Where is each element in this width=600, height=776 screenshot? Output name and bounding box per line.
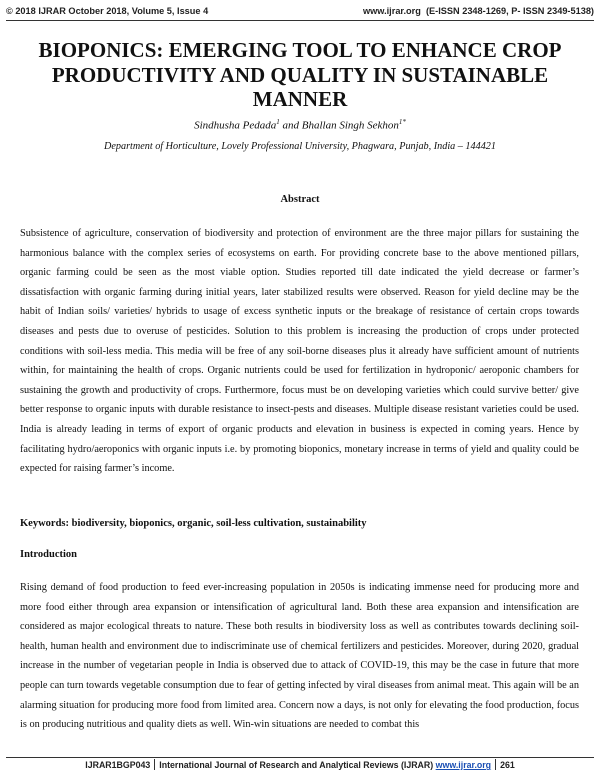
- abstract-text: Subsistence of agriculture, conservation of biodiversity and protection of environment are the three major pillars for sustaining the harmonious balance with the complex series of ecosystems on earth. For providing concrete base to the above mentioned pillars, organic farming could be seen as the most viable option. Studies reported till date indicated the yield decrease or farmer’s dissatisfaction with organic farming during initial years, later stabilized results were observed. Reason for yield decline may be the habit of Indian soils/ varieties/ hybrids to usage of excess synthetic inputs or the breakage of resistance of certain crops towards diseases and pests due to overuse of pesticides. Solution to this problem is increasing the production of crops under protected conditions with soil-less media. This media will be free of any soil-borne diseases plus it already have sufficient amount of nutrients within, for maintaining the health of crops. Organic nutrients could be used for fertilization in hydroponic/ aeroponic chambers for sustaining the growth and productivity of crops. Furthermore, focus must be on developing varieties which could survive better/ give better response to organic inputs with durable resistance to insect-pests and diseases. Multiple disease resistant varieties could be used. India is already leading in terms of export of organic products and elevation in business is expected in coming years. Hence by facilitating hydro/aeroponics with organic inputs i.e. by promoting bioponics, monetary increase in terms of yield and quality could be expected for raising farmer’s income.: [20, 228, 579, 475]
- footer-separator: [154, 759, 155, 770]
- footer-separator: [495, 759, 496, 770]
- journal-issue-info: © 2018 IJRAR October 2018, Volume 5, Issue 4: [6, 6, 209, 16]
- author-1-affil-mark: 1: [276, 118, 280, 126]
- paper-code: IJRAR1BGP043: [85, 760, 151, 770]
- journal-site-issn: [363, 6, 594, 16]
- author-conjunction: and: [279, 119, 302, 132]
- affiliation: Department of Horticulture, Lovely Professional University, Phagwara, Punjab, India – 144421: [104, 141, 496, 152]
- journal-name: International Journal of Research and Analytical Reviews (IJRAR): [159, 760, 434, 770]
- page-number: 261: [500, 760, 515, 770]
- running-header: [6, 6, 594, 20]
- issn-info: (E-ISSN 2348-1269, P- ISSN 2349-5138): [425, 6, 594, 16]
- abstract-heading: Abstract: [280, 194, 320, 205]
- paper-title: BIOPONICS: EMERGING TOOL TO ENHANCE CROP PRODUCTIVITY AND QUALITY IN SUSTAINABLE MANNER: [38, 38, 562, 111]
- running-footer: [0, 759, 600, 773]
- author-line: [20, 118, 580, 132]
- footer-site-link[interactable]: www.ijrar.org: [435, 760, 492, 770]
- keywords: Keywords: biodiversity, bioponics, organic, soil-less cultivation, sustainability: [20, 518, 367, 529]
- introduction-text: Rising demand of food production to feed ever-increasing population in 2050s is indicating immense need for producing more and more food either through area expansion or intensification of agricultural land. Both these area expansion and intensification are considered as major ecological threats to nature. These both results in biodiversity loss as well as contributes towards declining soil-health, human health and environment due to indiscriminate use of chemical fertilizers and pesticides. Moreover, during 2020, gradual increase in the number of vegetarian people in India is observed due to attack of COVID-19, this may be the case in future that more people can turn towards vegetable consumption due to fear of getting infected by viral diseases from animal meat. This again will be an alarming situation for producing more food from limited area. Concern now a days, is not only for elevating the food production, focus is on producing nutritious and quality diets as well. Win-win situations are needed to combat this: [20, 582, 579, 731]
- header-rule: [6, 20, 594, 21]
- introduction-heading: Introduction: [20, 549, 77, 560]
- author-2: Bhallan Singh Sekhon: [301, 119, 399, 132]
- author-2-affil-mark: 1*: [398, 118, 406, 126]
- journal-site[interactable]: www.ijrar.org: [362, 6, 421, 16]
- author-1: Sindhusha Pedada: [194, 119, 277, 132]
- footer-rule: [6, 757, 594, 758]
